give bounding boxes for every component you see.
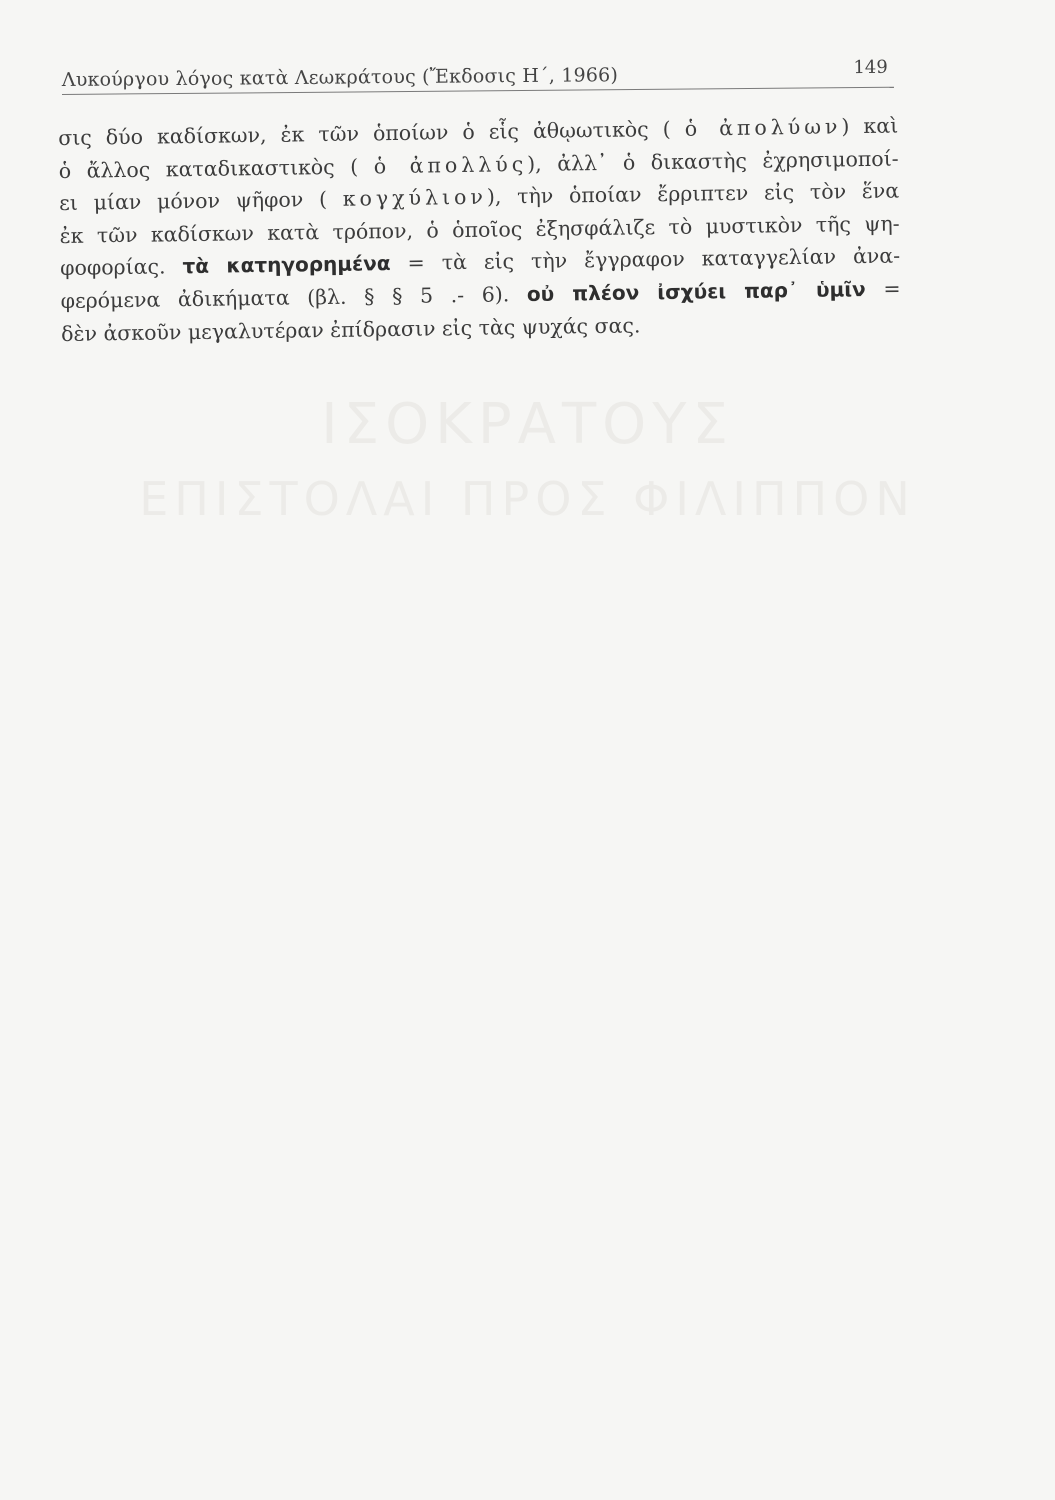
spaced-term: ὁ ἀπολλύς xyxy=(373,151,528,178)
running-head-title: Λυκούργου λόγος κατὰ Λεωκράτους (Ἔκδοσις Η΄, 1966) xyxy=(61,64,619,92)
text-line: σις δύο καδίσκων, ἐκ τῶν ὁποίων ὁ εἷς ἀθῳωτικὸς ( ὁ ἀπολύων) καὶ xyxy=(58,113,899,150)
text-line: ὁ ἄλλος καταδικαστικὸς ( ὁ ἀπολλύς), ἀλλ᾽ ὁ δικαστὴς ἐχρησιμοποί- xyxy=(58,146,899,183)
page-number: 149 xyxy=(853,56,888,79)
text-line: δὲν ἀσκοῦν μεγαλυτέραν ἐπίδρασιν εἰς τὰς ψυχάς σας. xyxy=(60,312,641,346)
commentary-paragraph xyxy=(58,110,901,351)
spaced-term: κογχύλιον xyxy=(342,184,488,211)
spaced-term: ὁ ἀπολύων xyxy=(684,114,842,141)
running-head xyxy=(62,57,894,95)
lemma-bold: τὰ κατηγορημένα xyxy=(182,251,391,279)
text-line: φερόμενα ἀδικήματα (βλ. § § 5 .- 6). οὐ πλέον ἰσχύει παρ᾽ ὑμῖν = xyxy=(60,276,901,313)
show-through-subheading: ΕΠΙΣΤΟΛΑΙ ΠΡΟΣ ΦΙΛΙΠΠΟΝ xyxy=(139,472,916,526)
text-line: ἐκ τῶν καδίσκων κατὰ τρόπον, ὁ ὁποῖος ἐξησφάλιζε τὸ μυστικὸν τῆς ψη- xyxy=(59,211,900,248)
show-through-heading: ΙΣΟΚΡΑΤΟΥΣ xyxy=(321,392,734,457)
text-line: φοφορίας. τὰ κατηγορημένα = τὰ εἰς τὴν ἔγγραφον καταγγελίαν ἀνα- xyxy=(59,243,901,281)
lemma-bold: οὐ πλέον ἰσχύει παρ᾽ ὑμῖν xyxy=(526,277,866,307)
text-line: ει μίαν μόνον ψῆφον ( κογχύλιον), τὴν ὁποίαν ἔρριπτεν εἰς τὸν ἕνα xyxy=(59,178,900,216)
